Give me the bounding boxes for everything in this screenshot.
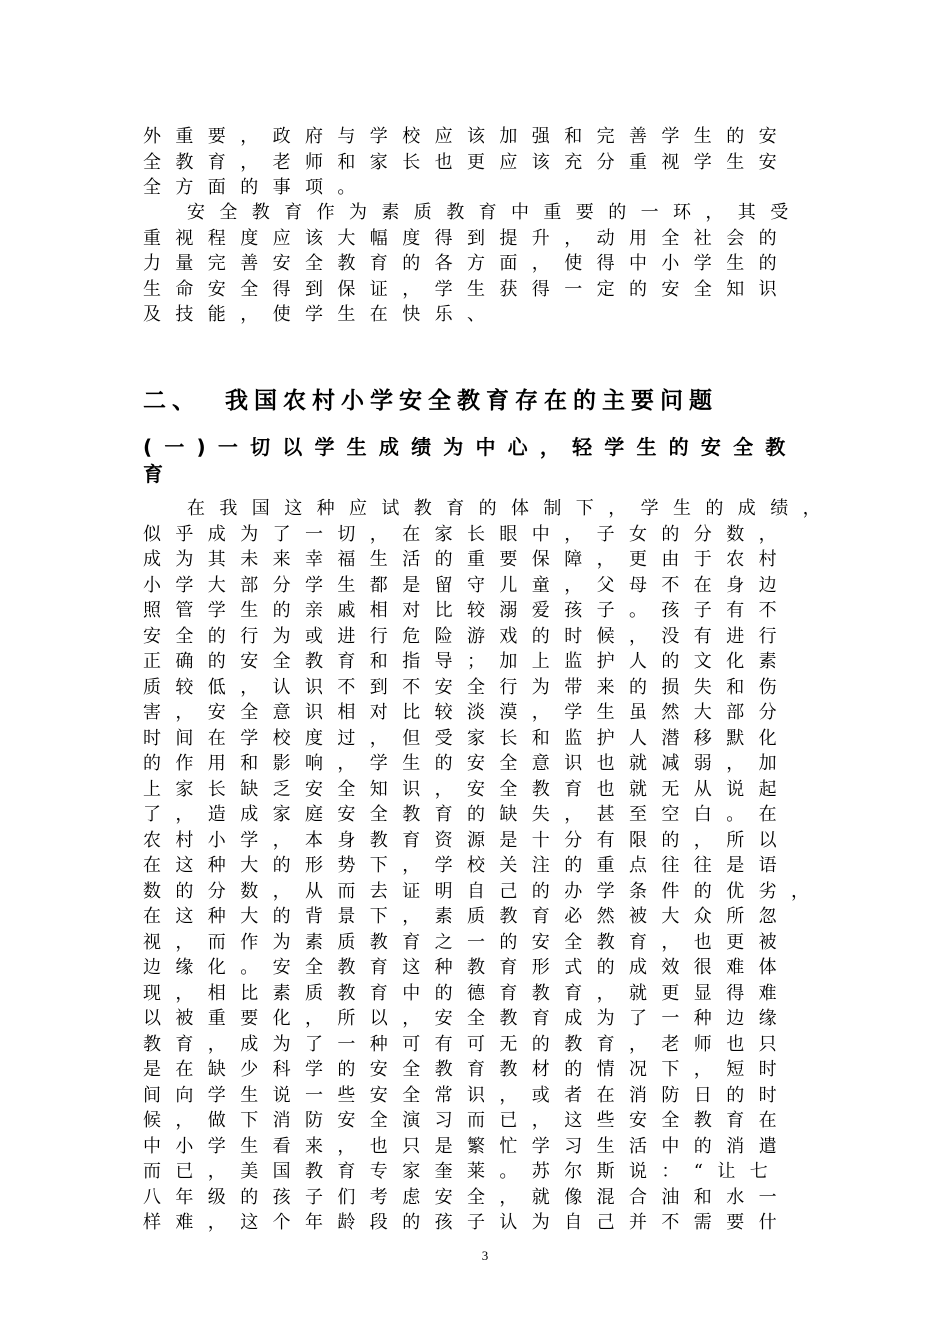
text-line: 间向学生说一些安全常识，或者在消防日的时 [143, 1084, 791, 1106]
text-line: 的作用和影响，学生的安全意识也就减弱，加 [143, 753, 791, 774]
subsection-heading-line: 育 [143, 462, 176, 486]
text-line: 候，做下消防安全演习而已，这些安全教育在 [143, 1110, 791, 1131]
text-line: 质较低，认识不到不安全行为带来的损失和伤 [143, 676, 791, 698]
text-line: 及技能，使学生在快乐、 [143, 304, 500, 325]
text-line: 安全的行为或进行危险游戏的时候，没有进行 [143, 625, 791, 647]
text-line: 上家长缺乏安全知识，安全教育也就无从说起 [143, 778, 791, 800]
subsection-heading [143, 434, 833, 488]
text-line: 全教育，老师和家长也更应该充分重视学生安 [143, 151, 791, 173]
text-line: 了，造成家庭安全教育的缺失，甚至空白。在 [143, 804, 791, 825]
text-line: 在这种大的形势下，学校关注的重点往往是语 [143, 855, 791, 876]
conclusion-paragraph [143, 200, 815, 328]
page-number: 3 [481, 1248, 489, 1263]
intro-paragraph [143, 124, 815, 201]
text-line: 似乎成为了一切，在家长眼中，子女的分数， [143, 523, 791, 545]
body-paragraph [143, 496, 835, 1236]
text-line: 是在缺少科学的安全教育教材的情况下，短时 [143, 1059, 791, 1080]
text-line: 数的分数，从而去证明自己的办学条件的优劣， [143, 880, 824, 902]
text-line: 害，安全意识相对比较淡漠，学生虽然大部分 [143, 702, 791, 723]
text-line: 边缘化。安全教育这种教育形式的成效很难体 [143, 957, 791, 978]
text-line: 教育，成为了一种可有可无的教育，老师也只 [143, 1033, 791, 1055]
text-line: 农村小学，本身教育资源是十分有限的，所以 [143, 829, 791, 851]
text-line: 在我国这种应试教育的体制下，学生的成绩， [187, 498, 835, 519]
text-line: 现，相比素质教育中的德育教育，就更显得难 [143, 982, 791, 1004]
text-line: 安全教育作为素质教育中重要的一环，其受 [187, 202, 803, 223]
text-line: 力量完善安全教育的各方面，使得中小学生的 [143, 253, 791, 274]
text-line: 中小学生看来，也只是繁忙学习生活中的消遣 [143, 1135, 791, 1157]
text-line: 在这种大的背景下，素质教育必然被大众所忽 [143, 906, 791, 927]
text-line: 全方面的事项。 [143, 177, 370, 198]
section-number: 二、 [143, 388, 201, 414]
text-line: 重视程度应该大幅度得到提升，动用全社会的 [143, 227, 791, 249]
section-title: 我国农村小学安全教育存在的主要问题 [225, 388, 718, 414]
text-line: 以被重要化，所以，安全教育成为了一种边缘 [143, 1008, 791, 1029]
text-line: 样难，这个年龄段的孩子认为自己并不需要什 [143, 1212, 791, 1233]
text-line: 时间在学校度过，但受家长和监护人潜移默化 [143, 727, 791, 749]
text-line: 生命安全得到保证，学生获得一定的安全知识 [143, 278, 791, 300]
section-heading [143, 382, 718, 415]
text-line: 视，而作为素质教育之一的安全教育，也更被 [143, 931, 791, 953]
subsection-heading-line: (一)一切以学生成绩为中心，轻学生的安全教 [143, 435, 798, 459]
text-line: 照管学生的亲戚相对比较溺爱孩子。孩子有不 [143, 600, 791, 621]
text-line: 正确的安全教育和指导；加上监护人的文化素 [143, 651, 791, 672]
text-line: 而已，美国教育专家奎莱。苏尔斯说：“让七 [143, 1161, 783, 1182]
text-line: 成为其未来幸福生活的重要保障，更由于农村 [143, 549, 791, 570]
text-line: 外重要，政府与学校应该加强和完善学生的安 [143, 126, 791, 147]
text-line: 小学大部分学生都是留守儿童，父母不在身边 [143, 574, 791, 596]
text-line: 八年级的孩子们考虑安全，就像混合油和水一 [143, 1186, 791, 1208]
